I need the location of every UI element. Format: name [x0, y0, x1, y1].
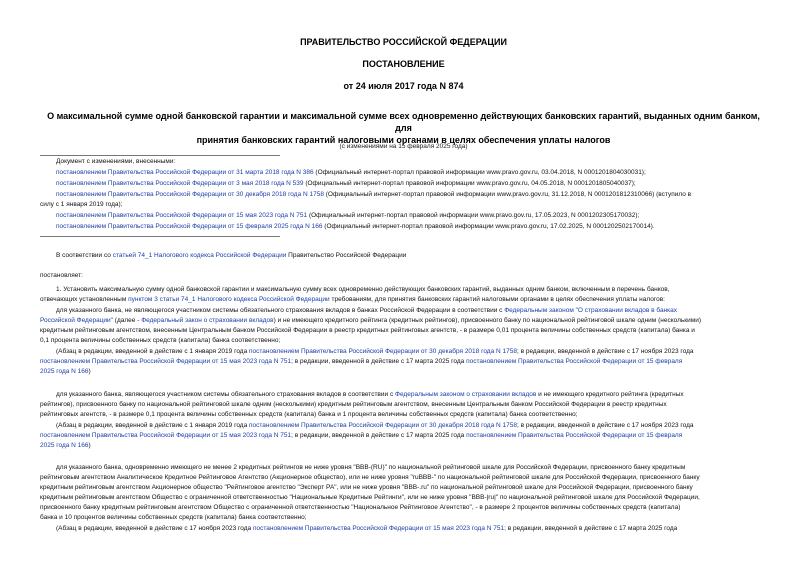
document-date-number: от 24 июля 2017 года N 874	[343, 81, 464, 91]
resolves-label: постановляет:	[40, 272, 83, 279]
bullet-3-line: банка и 10 процентов величины собственных средств (капитала) банка соответственно;	[40, 514, 307, 521]
deposit-insurance-law-link[interactable]: Российской Федерации"	[40, 317, 113, 324]
document-type-heading: ПОСТАНОВЛЕНИЕ	[362, 59, 445, 69]
edition-note-2: (Абзац в редакции, введенной в действие с 1 января 2019 года постановлением Правительства Российской Федерации от 30 декабря 2018 года N 1758; в редакции, введенной в действие с 17 ноября 2023 года	[56, 422, 694, 429]
bullet-3-line: присвоенного банку кредитным рейтинговым агентством Общество с ограниченной ответственностью "Национальное Рейтинговое Агентство", - в размере 2 процентов величины собственных средств (капитала)	[40, 504, 681, 511]
amendment-item	[56, 168, 646, 178]
bullet-3-line: рейтинговым агентством Аналитическое Кредитное Рейтинговое Агентство (Акционерное общество), или не ниже уровня "ruBBB-" по национальной рейтинговой шкале для Российской Федерации, присвоенного банку	[40, 474, 700, 481]
amendment-item	[56, 211, 639, 221]
bullet-1-line: Российской Федерации" (далее - Федеральный закон о страховании вкладов) и не имеющего кредитного рейтинга (кредитных рейтингов), присвоенного банку по национальной рейтинговой шкале одним (несколькими)	[40, 317, 702, 324]
document-title-line-1: О максимальной сумме одной банковской гарантии и максимальной сумме всех одновременно действующих банковских гарантий, выданных одним банком, для	[47, 111, 760, 133]
deposit-insurance-law-link[interactable]: Федеральным законом о страховании вкладов	[395, 391, 537, 398]
edition-link-2025-166[interactable]: 2025 года N 166	[40, 442, 89, 449]
amendment-item	[56, 190, 691, 200]
bullet-3-line: кредитным рейтинговым агентством Акционерное общество "Рейтинговое агентство "Эксперт РА", или не ниже уровня "BBB-.ru" по национальной рейтинговой шкале для Российской Федерации, присвоенного банку	[40, 484, 693, 491]
amendment-source: (Официальный интернет-портал правовой информации www.pravo.gov.ru, 03.04.2018, N 0001201804030031);	[313, 169, 646, 176]
amendment-source: (Официальный интернет-портал правовой информации www.pravo.gov.ru, 04.05.2018, N 0001201805040037);	[303, 180, 636, 187]
deposit-insurance-law-short-link[interactable]: Федеральный закон о страховании вкладов	[141, 317, 274, 324]
amendment-source: (Официальный интернет-портал правовой информации www.pravo.gov.ru, 17.05.2023, N 0001202305170032);	[307, 212, 640, 219]
edition-note-1: постановлением Правительства Российской Федерации от 15 мая 2023 года N 751; в редакции, введенной в действие с 17 марта 2025 года постановлением Правительства Российской Федерации от 15 февраля	[40, 358, 683, 365]
document-title-line-2: принятия банковских гарантий налоговыми органами в целях обеспечения уплаты налогов	[196, 135, 611, 145]
amendment-item	[56, 222, 655, 232]
amendment-source: (Официальный интернет-портал правовой информации www.pravo.gov.ru, 31.12.2018, N 0001201812310066) (вступило в	[323, 191, 692, 198]
edition-link-2023-751[interactable]: постановлением Правительства Российской Федерации от 15 мая 2023 года N 751	[252, 525, 505, 532]
amendments-bottom-rule	[40, 236, 280, 237]
bullet-1-line: кредитным рейтинговым агентством, внесенным Центральным банком Российской Федерации в реестр кредитных рейтинговых агентств, - в размере 0,01 процента величины собственных средств (капитала) банка и	[40, 327, 695, 334]
legal-basis: В соответствии со статьей 74_1 Налогового кодекса Российской Федерации Правительство Российской Федерации	[56, 252, 407, 259]
amendment-link-2018-1758[interactable]: постановлением Правительства Российской Федерации от 30 декабря 2018 года N 1758	[56, 191, 324, 198]
bullet-3-line: кредитным рейтинговым агентством Общество с ограниченной ответственностью "Национальные Кредитные Рейтинги", или не ниже уровня "BBB-|ru|" по национальной рейтинговой шкале для Российской Федерации,	[40, 494, 700, 501]
edition-link-2025-166[interactable]: постановлением Правительства Российской Федерации от 15 февраля	[466, 432, 683, 439]
edition-link-2018-1758[interactable]: постановлением Правительства Российской Федерации от 30 декабря 2018 года N 1758	[249, 348, 517, 355]
bullet-3-line: для указанного банка, одновременно имеющего не менее 2 кредитных рейтингов не ниже уровня "BBB-(RU)" по национальной рейтинговой шкале для Российской Федерации, присвоенного банку кредитным	[56, 464, 686, 471]
bullet-2-line: рейтингов), присвоенного банку по национальной рейтинговой шкале одним (несколькими) кредитным рейтинговым агентством, внесенным Центральным банком Российской Федерации в реестр кредитных	[40, 401, 667, 408]
revision-note: (с изменениями на 15 февраля 2025 года)	[339, 143, 468, 150]
tax-code-clause-link[interactable]: пунктом 3 статьи 74_1 Налогового кодекса Российской Федерации	[128, 296, 330, 303]
bullet-2-line: рейтинговых агентств, - в размере 0,1 процента величины собственных средств (капитала) банка и 1 процента величины собственных средств (капитала) банка соответственно;	[40, 411, 578, 418]
bullet-1-line: 0,1 процента величины собственных средств (капитала) банка соответственно;	[40, 337, 281, 344]
paragraph-1-line: отвечающих установленным пунктом 3 статьи 74_1 Налогового кодекса Российской Федерации требованиям, для принятия банковских гарантий налоговыми органами в целях обеспечения уплаты налогов:	[40, 296, 665, 303]
edition-note-1: (Абзац в редакции, введенной в действие с 1 января 2019 года постановлением Правительства Российской Федерации от 30 декабря 2018 года N 1758; в редакции, введенной в действие с 17 ноября 2023 года	[56, 348, 694, 355]
edition-note-2: постановлением Правительства Российской Федерации от 15 мая 2023 года N 751; в редакции, введенной в действие с 17 марта 2025 года постановлением Правительства Российской Федерации от 15 февраля	[40, 432, 683, 439]
amendment-link-2023-751[interactable]: постановлением Правительства Российской Федерации от 15 мая 2023 года N 751	[56, 212, 308, 219]
document-title	[40, 110, 767, 146]
government-heading: ПРАВИТЕЛЬСТВО РОССИЙСКОЙ ФЕДЕРАЦИИ	[300, 37, 507, 47]
bullet-1-line: для указанного банка, не являющегося участником системы обязательного страхования вкладов в банках Российской Федерации в соответствии с Федеральным законом "О страховании вкладов в банках	[56, 307, 677, 314]
edition-link-2018-1758[interactable]: постановлением Правительства Российской Федерации от 30 декабря 2018 года N 1758	[249, 422, 517, 429]
edition-link-2023-751[interactable]: постановлением Правительства Российской Федерации от 15 мая 2023 года N 751	[40, 358, 292, 365]
bullet-2-line: для указанного банка, являющегося участником системы обязательного страхования вкладов в соответствии с Федеральным законом о страховании вкладов и не имеющего кредитного рейтинга (кредитных	[56, 391, 684, 398]
amendment-source: (Официальный интернет-портал правовой информации www.pravo.gov.ru, 17.02.2025, N 0001202502170014).	[322, 223, 655, 230]
amendment-item	[56, 179, 636, 189]
edition-link-2025-166[interactable]: 2025 года N 166	[40, 368, 89, 375]
edition-note-2: 2025 года N 166)	[40, 442, 91, 449]
amendment-item-continuation: силу с 1 января 2019 года);	[40, 201, 123, 208]
tax-code-article-link[interactable]: статьей 74_1 Налогового кодекса Российской Федерации	[112, 252, 287, 259]
edition-link-2025-166[interactable]: постановлением Правительства Российской Федерации от 15 февраля	[466, 358, 683, 365]
amendments-intro: Документ с изменениями, внесенными:	[56, 158, 176, 165]
amendment-link-2025-166[interactable]: постановлением Правительства Российской Федерации от 15 февраля 2025 года N 166	[56, 223, 323, 230]
edition-link-2023-751[interactable]: постановлением Правительства Российской Федерации от 15 мая 2023 года N 751	[40, 432, 292, 439]
edition-note-1: 2025 года N 166)	[40, 368, 91, 375]
amendments-top-rule	[40, 155, 280, 156]
amendment-link-2018-386[interactable]: постановлением Правительства Российской Федерации от 31 марта 2018 года N 386	[56, 169, 314, 176]
edition-note-3: (Абзац в редакции, введенной в действие с 17 ноября 2023 года постановлением Правительства Российской Федерации от 15 мая 2023 года N 751; в редакции, введенной в действие с 17 марта 2025 года	[56, 525, 678, 532]
amendment-link-2018-539[interactable]: постановлением Правительства Российской Федерации от 3 мая 2018 года N 539	[56, 180, 304, 187]
paragraph-1-line: 1. Установить максимальную сумму одной банковской гарантии и максимальную сумму всех одновременно действующих банковских гарантий, выданных одним банком, включенным в перечень банков,	[56, 286, 670, 293]
deposit-insurance-law-link[interactable]: Федеральным законом "О страховании вкладов в банках	[504, 307, 677, 314]
